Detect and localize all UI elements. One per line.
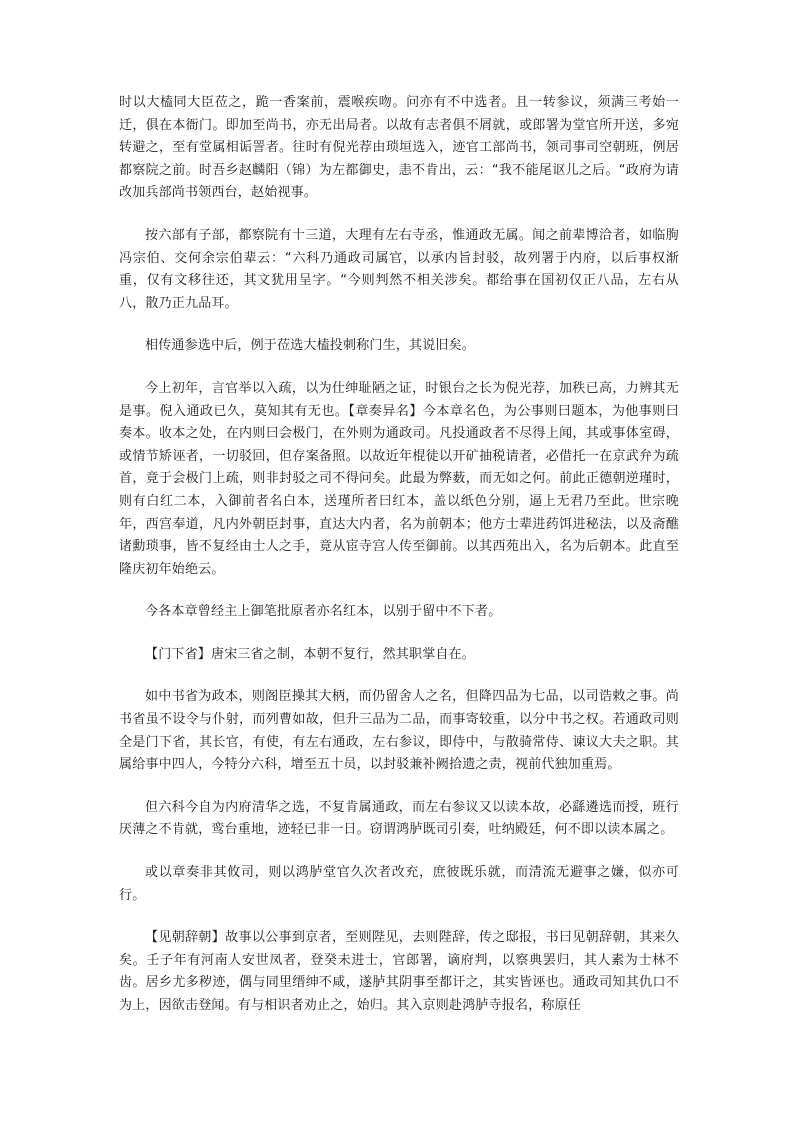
paragraph-9: 或以章奏非其攸司，则以鸿胪堂官久次者改充，庶彼既乐就，而清流无避事之嫌，似亦可行。 <box>119 865 679 903</box>
paragraph-8: 但六科今自为内府清华之选，不复肯属通政，而左右参议又以读本故，必繇遴选而授，班行厌薄之不肯就，鸾台重地，迹轻已非一日。窃谓鸿胪既司引奏，吐纳殿廷，何不即以读本属之。 <box>119 799 679 838</box>
paragraph-3: 相传通参选中后，例于莅选大榼投刺称门生，其说旧矣。 <box>145 338 476 354</box>
paragraph-6: 【门下省】唐宋三省之制，本朝不复行，然其职掌自在。 <box>145 646 476 662</box>
paragraph-1: 时以大榼同大臣莅之，跪一香案前，震喉疾吻。问亦有不中选者。且一转参议，须满三考始一迁，俱在本衙门。即加至尚书，亦无出局者。以故有志者俱不屑就，或郎署为堂官所开送，多宛转避之，至有堂属相诟詈者。往时有倪光荐由琐垣选入，迹官工部尚书，领司事司空朝班，例居都察院之前。时吾乡赵麟阳（锦）为左都御史，恚不肯出，云：“我不能尾讴儿之后。“政府为请改加兵部尚书领西台，赵始视事。 <box>119 95 679 201</box>
paragraph-5: 今各本章曾经主上御笔批原者亦名红本，以别于留中不下者。 <box>145 604 502 620</box>
paragraph-7: 如中书省为政本，则阁臣操其大柄，而仍留舍人之名，但降四品为七品，以司诰敕之事。尚书省虽不设令与仆射，而列曹如故，但升三品为二品，而事寄较重，以分中书之权。若通政司则全是门下省，其长官，有使，有左右通政，左右参议，即侍中，与散骑常侍、谏议大夫之职。其属给事中四人，今特分六科，增至五十员，以封驳兼补阙拾遗之责，视前代独加重焉。 <box>119 689 679 773</box>
paragraph-4: 今上初年，言官举以入疏，以为仕绅耻陋之证，时银台之长为倪光荐，加秩已高，力辨其无是事。倪入通政已久，莫知其有无也。【章奏异名】今本章名色，为公事则曰题本，为他事则曰奏本。收本之处，在内则曰会极门，在外则为通政司。凡投通政者不尽得上闻，其或事体室碍，或情节矫诬者，一切驳回，但存案备照。以故近年棍徒以开矿抽税请者，必借托一在京武弁为疏首，竟于会极门上疏，则非封驳之司不得问矣。此最为弊薮，而无如之何。前此正德朝逆瑾时，则有白红二本，入御前者名白本，送瑾所者曰红本，盖以纸色分别，逼上无君乃至此。世宗晚年，西宫奉道，凡内外朝臣封事，直达大内者，名为前朝本；他方士辈进药饵进秘法，以及斋醮诸勳琐事，皆不复经由士人之手，竟从宦寺宫人传至御前。以其西苑出入，名为后朝本。此直至隆庆初年始绝云。 <box>119 380 679 577</box>
paragraph-10: 【见朝辞朝】故事以公事到京者，至则陛见，去则陛辞，传之邸报，书曰见朝辞朝，其来久矣。壬子年有河南人安世凤者，登癸未进士，官郎署，谪府判，以察典罢归，其人素为士林不齿。居乡尤多秽迹，偶与同里缙绅不咸，遂胪其阴事至都讦之，其实皆诬也。通政司知其仇口不为上，因欲击登闻。有与相识者劝止之，始归。其入京则赴鸿胪寺报名，称原任 <box>119 930 679 1013</box>
paragraph-2: 按六部有子部，都察院有十三道，大理有左右寺丞，惟通政无属。闻之前辈博洽者，如临朐冯宗伯、交何余宗伯辈云：“六科乃通政司属官，以承内旨封驳，故列署于内府，以后事权渐重，仅有文移往还，其文犹用呈字。“今则判然不相关涉矣。都给事在国初仅正八品，左右从八，散乃正九品耳。 <box>119 227 679 311</box>
document-page <box>119 92 679 1038</box>
